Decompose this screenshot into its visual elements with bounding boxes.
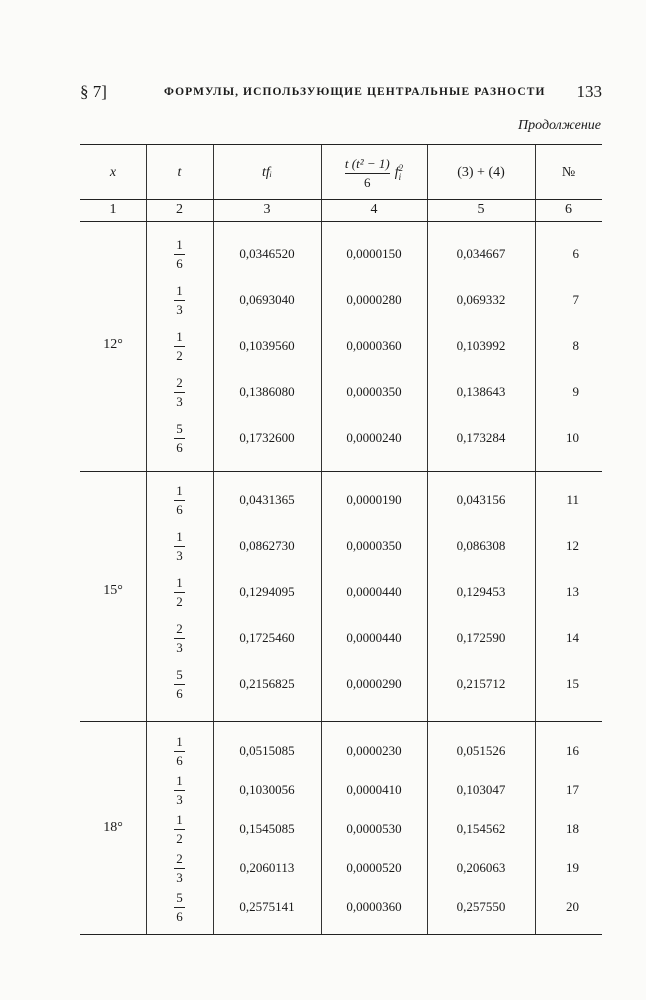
- t-denominator: 6: [176, 255, 183, 271]
- table-row: [80, 478, 602, 522]
- t-cell: [146, 416, 213, 460]
- tfi-value: 0,0693040: [239, 292, 295, 307]
- colnum-rule: [80, 221, 602, 222]
- t-denominator: 3: [176, 869, 183, 885]
- t-fraction: [174, 668, 185, 701]
- table-row: [80, 524, 602, 568]
- table-row: [80, 232, 602, 276]
- sum-value: 0,138643: [456, 384, 506, 399]
- row-number: 12: [566, 538, 579, 553]
- group-rule: [80, 471, 602, 472]
- t-denominator: 6: [176, 439, 183, 455]
- t-numerator: 5: [176, 889, 183, 905]
- table-bottom-rule: [80, 934, 602, 935]
- t-denominator: 3: [176, 301, 183, 317]
- t-fraction: [174, 735, 185, 768]
- table-row: [80, 616, 602, 660]
- row-number: 20: [566, 899, 579, 914]
- row-number: 10: [566, 430, 579, 445]
- t-cell: [146, 324, 213, 368]
- formula-denominator: 6: [364, 174, 371, 190]
- page-number: 133: [576, 82, 602, 101]
- row-number: 16: [566, 743, 579, 758]
- row-number: 6: [572, 246, 579, 261]
- row-number: 19: [566, 860, 579, 875]
- t-fraction: [174, 330, 185, 363]
- t-cell: [146, 885, 213, 929]
- t-numerator: 5: [176, 420, 183, 436]
- sum-value: 0,172590: [456, 630, 506, 645]
- table-row: [80, 846, 602, 890]
- tfi-value: 0,2575141: [239, 899, 295, 914]
- fraction-bar: [174, 790, 185, 791]
- section-mark: § 7]: [80, 82, 107, 101]
- t-fraction: [174, 422, 185, 455]
- t-fraction: [174, 284, 185, 317]
- t-cell: [146, 570, 213, 614]
- tfi-value: 0,1294095: [239, 584, 295, 599]
- sum-value: 0,154562: [456, 821, 506, 836]
- fraction-bar: [174, 300, 185, 301]
- t-cell: [146, 478, 213, 522]
- table-row: [80, 885, 602, 929]
- t-numerator: 1: [176, 574, 183, 590]
- t-fraction: [174, 813, 185, 846]
- sum-value: 0,206063: [456, 860, 506, 875]
- header-rule: [80, 199, 602, 200]
- t-numerator: 5: [176, 666, 183, 682]
- t-fraction: [174, 852, 185, 885]
- row-number: 15: [566, 676, 579, 691]
- tfi-value: 0,1732600: [239, 430, 295, 445]
- correction-value: 0,0000410: [346, 782, 402, 797]
- fraction-bar: [174, 829, 185, 830]
- t-numerator: 1: [176, 482, 183, 498]
- table-row: [80, 570, 602, 614]
- sum-value: 0,103992: [456, 338, 506, 353]
- header-sum: (3) + (4): [457, 165, 505, 180]
- row-number: 11: [566, 492, 579, 507]
- tfi-value: 0,1030056: [239, 782, 295, 797]
- correction-value: 0,0000440: [346, 584, 402, 599]
- fraction-bar: [174, 254, 185, 255]
- tfi-value: 0,0346520: [239, 246, 295, 261]
- t-denominator: 2: [176, 593, 183, 609]
- t-numerator: 1: [176, 811, 183, 827]
- table-row: [80, 324, 602, 368]
- t-cell: [146, 524, 213, 568]
- tfi-value: 0,1039560: [239, 338, 295, 353]
- colnum-2: 2: [176, 202, 183, 217]
- tfi-value: 0,1386080: [239, 384, 295, 399]
- group-rule: [80, 721, 602, 722]
- correction-value: 0,0000240: [346, 430, 402, 445]
- t-cell: [146, 729, 213, 773]
- t-numerator: 1: [176, 236, 183, 252]
- t-cell: [146, 807, 213, 851]
- correction-value: 0,0000360: [346, 899, 402, 914]
- fraction-bar: [174, 907, 185, 908]
- t-fraction: [174, 484, 185, 517]
- t-cell: [146, 232, 213, 276]
- row-number: 13: [566, 584, 579, 599]
- table-top-rule: [80, 144, 602, 145]
- formula-f: f: [394, 165, 399, 181]
- correction-value: 0,0000290: [346, 676, 402, 691]
- correction-value: 0,0000530: [346, 821, 402, 836]
- continuation-label: Продолжение: [518, 118, 601, 133]
- t-denominator: 6: [176, 501, 183, 517]
- fraction-bar: [174, 546, 185, 547]
- formula-sub: i: [398, 172, 402, 182]
- t-denominator: 2: [176, 830, 183, 846]
- t-cell: [146, 370, 213, 414]
- tfi-value: 0,1545085: [239, 821, 295, 836]
- t-cell: [146, 846, 213, 890]
- fraction-bar: [174, 638, 185, 639]
- sum-value: 0,215712: [456, 676, 506, 691]
- sum-value: 0,103047: [456, 782, 506, 797]
- t-numerator: 1: [176, 528, 183, 544]
- tfi-value: 0,2060113: [239, 860, 295, 875]
- sum-value: 0,086308: [456, 538, 506, 553]
- t-numerator: 2: [176, 620, 183, 636]
- t-cell: [146, 768, 213, 812]
- t-denominator: 6: [176, 685, 183, 701]
- t-fraction: [174, 376, 185, 409]
- t-denominator: 6: [176, 752, 183, 768]
- correction-value: 0,0000190: [346, 492, 402, 507]
- t-numerator: 1: [176, 282, 183, 298]
- table-row: [80, 278, 602, 322]
- t-cell: [146, 662, 213, 706]
- t-numerator: 1: [176, 733, 183, 749]
- tfi-value: 0,0862730: [239, 538, 295, 553]
- t-numerator: 2: [176, 374, 183, 390]
- tfi-value: 0,1725460: [239, 630, 295, 645]
- page-header: [80, 82, 602, 106]
- fraction-bar: [174, 438, 185, 439]
- sum-value: 0,043156: [456, 492, 506, 507]
- t-cell: [146, 616, 213, 660]
- correction-value: 0,0000350: [346, 538, 402, 553]
- correction-value: 0,0000360: [346, 338, 402, 353]
- t-fraction: [174, 622, 185, 655]
- correction-value: 0,0000150: [346, 246, 402, 261]
- colnum-3: 3: [263, 202, 271, 217]
- row-number: 9: [572, 384, 579, 399]
- data-table: [80, 141, 602, 937]
- correction-value: 0,0000440: [346, 630, 402, 645]
- sum-value: 0,034667: [456, 246, 506, 261]
- t-fraction: [174, 530, 185, 563]
- row-number: 18: [566, 821, 579, 836]
- sum-value: 0,129453: [456, 584, 506, 599]
- tfi-value: 0,0431365: [239, 492, 295, 507]
- row-number: 17: [566, 782, 579, 797]
- fraction-bar: [174, 592, 185, 593]
- formula-sup: 2: [398, 163, 404, 173]
- header-tfi: tfᵢ: [262, 165, 272, 180]
- running-title: ФОРМУЛЫ, ИСПОЛЬЗУЮЩИЕ ЦЕНТРАЛЬНЫЕ РАЗНОСТИ: [164, 86, 546, 98]
- t-fraction: [174, 891, 185, 924]
- t-fraction: [174, 238, 185, 271]
- row-number: 8: [572, 338, 579, 353]
- sum-value: 0,173284: [456, 430, 506, 445]
- colnum-5: 5: [477, 202, 485, 217]
- sum-value: 0,051526: [456, 743, 506, 758]
- row-number: 14: [566, 630, 579, 645]
- colnum-4: 4: [370, 202, 378, 217]
- row-group-x: 18°: [103, 820, 123, 835]
- correction-value: 0,0000350: [346, 384, 402, 399]
- fraction-bar: [174, 392, 185, 393]
- t-numerator: 1: [176, 772, 183, 788]
- row-group-x: 12°: [103, 337, 123, 352]
- t-numerator: 2: [176, 850, 183, 866]
- t-denominator: 3: [176, 547, 183, 563]
- table-row: [80, 370, 602, 414]
- table-row: [80, 768, 602, 812]
- t-denominator: 6: [176, 908, 183, 924]
- table-row: [80, 662, 602, 706]
- header-no: №: [561, 165, 576, 180]
- row-number: 7: [572, 292, 579, 307]
- t-denominator: 2: [176, 347, 183, 363]
- fraction-bar: [174, 346, 185, 347]
- table-row: [80, 807, 602, 851]
- header-t: t: [177, 165, 182, 180]
- t-denominator: 3: [176, 791, 183, 807]
- header-x: x: [109, 165, 117, 180]
- fraction-bar: [174, 684, 185, 685]
- formula-numerator: t (t² − 1): [344, 155, 390, 171]
- header-formula: [321, 149, 427, 197]
- table-row: [80, 729, 602, 773]
- correction-value: 0,0000520: [346, 860, 402, 875]
- row-group-x: 15°: [103, 583, 123, 598]
- t-cell: [146, 278, 213, 322]
- fraction-bar: [174, 868, 185, 869]
- tfi-value: 0,2156825: [239, 676, 295, 691]
- fraction-bar: [174, 500, 185, 501]
- correction-value: 0,0000230: [346, 743, 402, 758]
- fraction-bar: [174, 751, 185, 752]
- colnum-6: 6: [565, 202, 572, 217]
- t-numerator: 1: [176, 328, 183, 344]
- t-fraction: [174, 576, 185, 609]
- table-row: [80, 416, 602, 460]
- tfi-value: 0,0515085: [239, 743, 295, 758]
- sum-value: 0,257550: [456, 899, 506, 914]
- t-denominator: 3: [176, 393, 183, 409]
- correction-value: 0,0000280: [346, 292, 402, 307]
- colnum-1: 1: [109, 202, 117, 217]
- sum-value: 0,069332: [456, 292, 506, 307]
- t-denominator: 3: [176, 639, 183, 655]
- t-fraction: [174, 774, 185, 807]
